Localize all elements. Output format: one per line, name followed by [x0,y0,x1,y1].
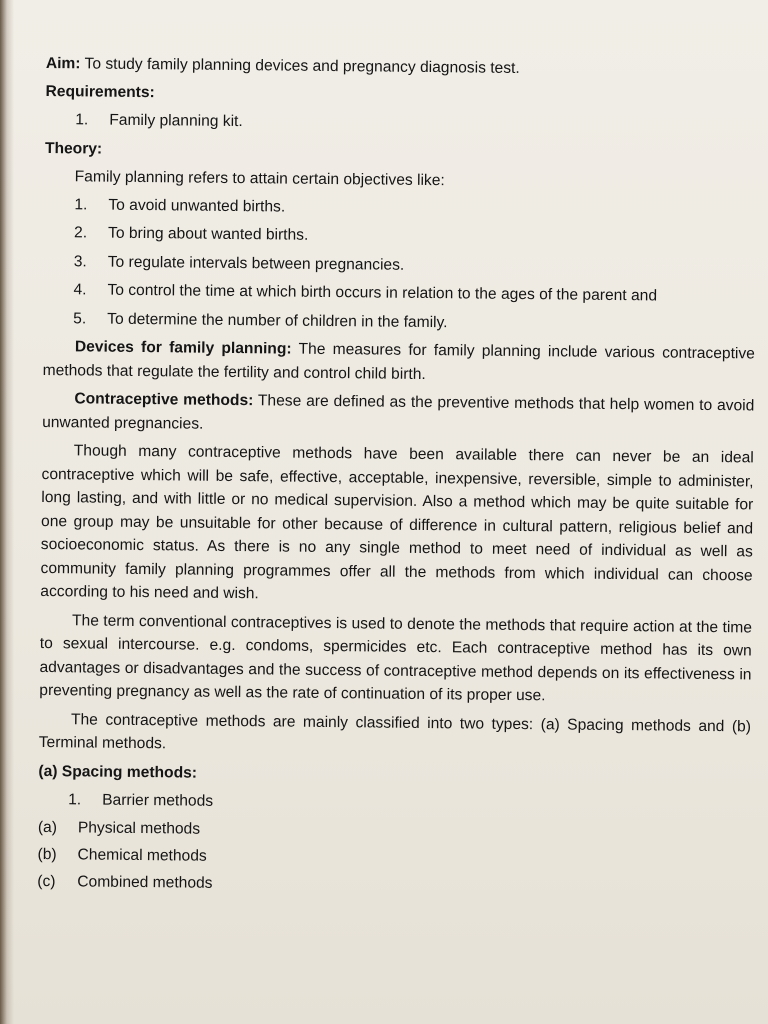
barrier-subitem [37,870,749,900]
barrier-subitem-text: Combined methods [77,873,213,892]
devices-label: Devices for family planning: [74,338,292,358]
barrier-subitem [38,816,750,846]
objective-number: 5. [73,309,87,327]
objective-text: To bring about wanted births. [108,224,309,244]
devices-text: The measures for family planning include various contraceptive methods that regulate the fertility and control child birth. [42,340,755,383]
barrier-subitem-text: Chemical methods [77,846,207,865]
theory-intro: Family planning refers to attain certain objectives like: [74,167,445,189]
objective-number: 4. [73,281,87,299]
devices-paragraph [43,335,755,389]
barrier-subitem-letter: (a) [37,818,58,837]
barrier-methods-number: 1. [68,790,82,808]
objective-number: 2. [74,224,88,242]
page-content [37,52,758,904]
objective-number: 3. [73,252,87,270]
objective-number: 1. [74,195,88,213]
objective-text: To regulate intervals between pregnancies. [107,253,405,274]
barrier-subitem [37,843,749,873]
contraceptive-paragraph [42,387,754,441]
classification-paragraph: The contraceptive methods are mainly classified into two types: (a) Spacing methods and (b) Terminal methods. [38,710,752,753]
objective-item [73,278,755,308]
aim-line [46,52,758,82]
barrier-subitem-letter: (c) [37,872,56,891]
aim-label: Aim: [45,54,81,73]
spacing-methods-heading: (a) Spacing methods: [38,762,198,782]
objective-item [74,250,756,280]
aim-text: To study family planning devices and pregnancy diagnosis test. [80,55,520,77]
contraceptive-label: Contraceptive methods: [74,390,254,410]
objective-text: To determine the number of children in the family. [107,310,448,331]
barrier-subitem-letter: (b) [37,845,57,864]
objective-item [73,307,755,337]
contraceptive-text: These are defined as the preventive methods that help women to avoid unwanted pregnancies. [42,392,755,433]
theory-heading: Theory: [44,139,103,158]
page-edge-shadow [0,0,14,1024]
objective-text: To control the time at which birth occurs in relation to the ages of the parent and [107,281,658,305]
conventional-contraceptives-paragraph: The term conventional contraceptives is used to denote the methods that require action at the time to sexual intercourse. e.g. condoms, spermicides etc. Each contraceptive method has its own advantages or disadvantages and the success of contraceptive method depends on its effectiveness in preventing pregnancy as well as the rate of continuation of its proper use. [39,611,753,705]
requirement-item-number: 1. [75,111,89,129]
barrier-methods-item [68,788,750,818]
objective-item [74,193,756,223]
requirement-item-text: Family planning kit. [109,111,243,131]
barrier-subitem-text: Physical methods [77,819,201,838]
barrier-methods-text: Barrier methods [102,791,214,810]
ideal-contraceptive-paragraph: Though many contraceptive methods have been available there can never be an ideal contraceptive which will be safe, effective, acceptable, inexpensive, reversible, simple to administer, long lasting, and with little or no medical supervision. Also a method which may be quite suitable for one group may be unsuitable for other because of difference in cultural pattern, religious belief and socioeconomic status. As there is no any single method to meet need of individual as well as community family planning programmes offer all the methods from which individual can choose according to his need and wish. [40,442,754,603]
objective-item [74,221,756,251]
objective-text: To avoid unwanted births. [108,196,286,216]
requirement-item [75,108,757,138]
requirements-heading: Requirements: [45,82,155,102]
